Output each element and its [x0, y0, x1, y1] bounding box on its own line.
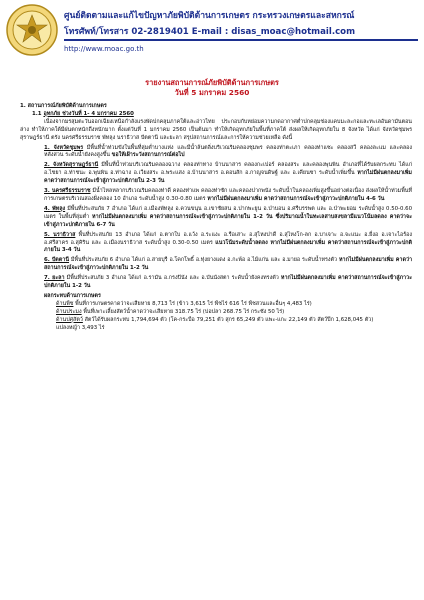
report-date: วันที่ 5 มกราคม 2560	[174, 88, 250, 97]
impact-crop-text: พื้นที่การเกษตรคาดว่าจะเสียหาย 8,713 ไร่ (ข้าว 3,615 ไร่ พืชไร่ 616 ไร่ พืชสวนและอื่นๆ 4,483 ไร่)	[73, 300, 312, 307]
org-name: ศูนย์ติดตามและแก้ไขปัญหาภัยพิบัติด้านการเกษตร กระทรวงเกษตรและสหกรณ์	[64, 11, 355, 21]
province-item	[20, 188, 412, 204]
province-text: มีพื้นที่ประสบภัย 7 อำเภอ ได้แก่ อ.เมืองพัทลุง อ.ควนขนุน อ.เขาชัยสน อ.ปากพะยูน อ.ป่าบอน อ.ศรีบรรพต และ อ.ป่าพะยอม ระดับน้ำสูง 0.50-0.60 เมตร ในพื้นที่ลุ่มต่ำ	[44, 205, 413, 220]
province-label: 7. ยะลา	[44, 275, 65, 282]
subsection-number: 1.1	[32, 110, 42, 117]
moac-seal-icon	[5, 3, 59, 57]
section-heading: 1. สถานการณ์ภัยพิบัติด้านการเกษตร	[20, 103, 107, 109]
website-link[interactable]: http://www.moac.go.th	[64, 45, 144, 53]
impact-livestock-extra: แปลงหญ้า 3,493 ไร่	[56, 324, 105, 331]
impact-heading: ผลกระทบด้านการเกษตร	[44, 292, 101, 299]
province-label: 3. นครศรีธรรมราช	[44, 188, 91, 195]
subsection-heading	[20, 111, 412, 119]
impact-livestock	[20, 317, 412, 325]
province-label: 1. จังหวัดชุมพร	[44, 144, 84, 151]
province-text: มีพื้นที่ประสบภัย 6 อำเภอ ได้แก่ อ.สายบุรี อ.โคกโพธิ์ อ.ทุ่งยางแดง อ.กะพ้อ อ.ไม้แก่น และ อ.มายอ ระดับน้ำทรงตัว	[69, 257, 339, 264]
impact-fishery-text: พื้นที่เพาะเลี้ยงสัตว์น้ำคาดว่าจะเสียหาย 318.75 ไร่ (บ่อปลา 268.75 ไร่ กระชัง 50 ไร่)	[81, 308, 285, 315]
province-label: 6. ปัตตานี	[44, 257, 70, 264]
province-item	[20, 275, 412, 291]
province-item	[20, 257, 412, 273]
province-forecast: แนวโน้มระดับน้ำลดลง หากไม่มีฝนตกลงมาเพิ่ม คาดว่าสถานการณ์จะเข้าสู่ภาวะปกติภายใน 3-4 วัน	[44, 239, 413, 254]
intro-paragraph: เนื่องจากมรสุมตะวันออกเฉียงเหนือกำลังแรงพัดปกคลุมภาคใต้และอ่าวไทย ประกอบกับหย่อมความกดอากาศต่ำปกคลุมช่องแคบมะละกอและทะเลอันดามันตอนล่าง ทำให้ภาคใต้มีฝนตกหนักถึงหนักมาก ตั้งแต่วันที่ 1 มกราคม 2560 เป็นต้นมา ทำให้เกิดอุทกภัยในพื้นที่ภาคใต้ ส่งผลให้เกิดอุทกภัยใน 8 จังหวัด ได้แก่ จังหวัดชุมพร สุราษฎร์ธานี ตรัง นครศรีธรรมราช พัทลุง นราธิวาส ปัตตานี และยะลา สรุปสถานการณ์และการให้ความช่วยเหลือ ดังนี้	[20, 118, 412, 141]
impact-fishery-label: ด้านประมง	[56, 308, 82, 315]
header-divider	[64, 39, 418, 41]
province-label: 5. นราธิวาส	[44, 231, 76, 238]
province-label: 2. จังหวัดสุราษฎร์ธานี	[44, 162, 99, 169]
impact-livestock-text: สัตว์ได้รับผลกระทบ 1,794,694 ตัว (โค-กระบือ 79,251 ตัว สุกร 65,249 ตัว แพะ-แกะ 22,149 ตัว สัตว์ปีก 1,628,045 ตัว)	[82, 316, 374, 323]
province-text: พื้นที่ประสบภัย 13 อำเภอ ได้แก่ อ.ตากใบ อ.แว้ง อ.ระแงะ อ.รือเสาะ อ.สุไหงปาดี อ.สุไหงโก-ลก อ.บาเจาะ อ.จะแนะ อ.ยี่งอ อ.เจาะไอร้อง อ.ศรีสาคร อ.สุคิริน และ อ.เมืองนราธิวาส ระดับน้ำสูง 0.30-0.50 เมตร	[44, 231, 412, 246]
province-text: มีพื้นที่ประสบภัย 3 อำเภอ ได้แก่ อ.รามัน อ.กรงปินัง และ อ.บันนังสตา ระดับน้ำยังคงทรงตัว	[64, 275, 281, 282]
province-forecast: หากไม่มีฝนตกลงมาเพิ่ม คาดว่าสถานการณ์จะเข้าสู่ภาวะปกติภายใน 4-6 วัน	[207, 195, 385, 202]
impact-crop	[20, 301, 412, 309]
province-label: 4. พัทลุง	[44, 205, 66, 212]
province-item	[20, 232, 412, 256]
impact-livestock-label: ด้านปศุสัตว์	[56, 316, 83, 323]
province-item	[20, 206, 412, 230]
province-forecast: หากไม่มีฝนตกลงมาเพิ่ม คาดว่าสถานการณ์จะเข้าสู่ภาวะปกติภายใน 2-3 วัน	[44, 170, 412, 185]
province-item	[20, 145, 412, 161]
impact-fishery	[20, 309, 412, 317]
province-text: มีน้ำไหลหลากบริเวณริมคลองท่าดี คลองท่าแพ คลองท่าซัก และคลองปากพนัง ระดับน้ำในคลองเพิ่มสูงขึ้นอย่างต่อเนื่อง ส่งผลให้น้ำท่วมพื้นที่การเกษตรบริเวณสองฝั่งคลอง 10 อำเภอ ระดับน้ำสูง 0.30-0.80 เมตร	[44, 188, 413, 202]
province-forecast: หากไม่มีฝนตกลงมาเพิ่ม คาดว่าสถานการณ์จะเข้าสู่ภาวะปกติภายใน 1-2 วัน	[44, 275, 413, 290]
province-item	[20, 162, 412, 186]
province-forecast: หากไม่มีฝนตกลงมาเพิ่ม คาดว่าสถานการณ์จะเข้าสู่ภาวะปกติภายใน 1-2 วัน	[44, 257, 412, 272]
letterhead	[0, 0, 424, 66]
province-forecast: ขอให้เฝ้าระวังสถานการณ์ต่อไป	[111, 152, 185, 159]
impact-crop-label: ด้านพืช	[56, 300, 74, 307]
province-text: มีพื้นที่น้ำท่วมขังในพื้นที่ลุ่มต่ำบางแห่ง และมีน้ำล้นตลิ่งบริเวณริมคลองชุมพร คลองท่าตะเภา คลองท่าแซะ คลองสวี คลองละแม และคลองหลังสวน ระดับน้ำยังคงสูงขึ้น	[44, 144, 413, 159]
province-text: มีพื้นที่น้ำท่วมบริเวณริมคลองฉวาง คลองท่าทาง บ้านนาสาร คลองกะเปอร์ คลองสระ และคลองพุนพิน อำเภอที่ได้รับผลกระทบ ได้แก่ อ.ไชยา อ.ท่าชนะ อ.พุนพิน อ.ท่าฉาง อ.เวียงสระ อ.พระแสง อ.บ้านนาสาร อ.ดอนสัก อ.กาญจนดิษฐ์ และ อ.เคียนซา ระดับน้ำเพิ่มขึ้น	[44, 162, 412, 177]
report-body	[20, 103, 412, 332]
contact-line: โทรศัพท์/โทรสาร 02-2819401 E-mail : disas_moac@hotmail.com	[64, 27, 356, 37]
report-title: รายงานสถานการณ์ภัยพิบัติด้านการเกษตร	[145, 78, 279, 87]
subsection-title: อุทกภัย ช่วงวันที่ 1- 4 มกราคม 2560	[43, 110, 134, 117]
province-forecast: หากไม่มีฝนตกลงมาเพิ่ม คาดว่าสถานการณ์จะเข้าสู่ภาวะปกติภายใน 1-2 วัน ซึ่งปริมาณน้ำในทะเลสาบสงขลามีแนวโน้มลดลง คาดว่าจะเข้าสู่ภาวะปกติภายใน 6-7 วัน	[44, 213, 413, 228]
